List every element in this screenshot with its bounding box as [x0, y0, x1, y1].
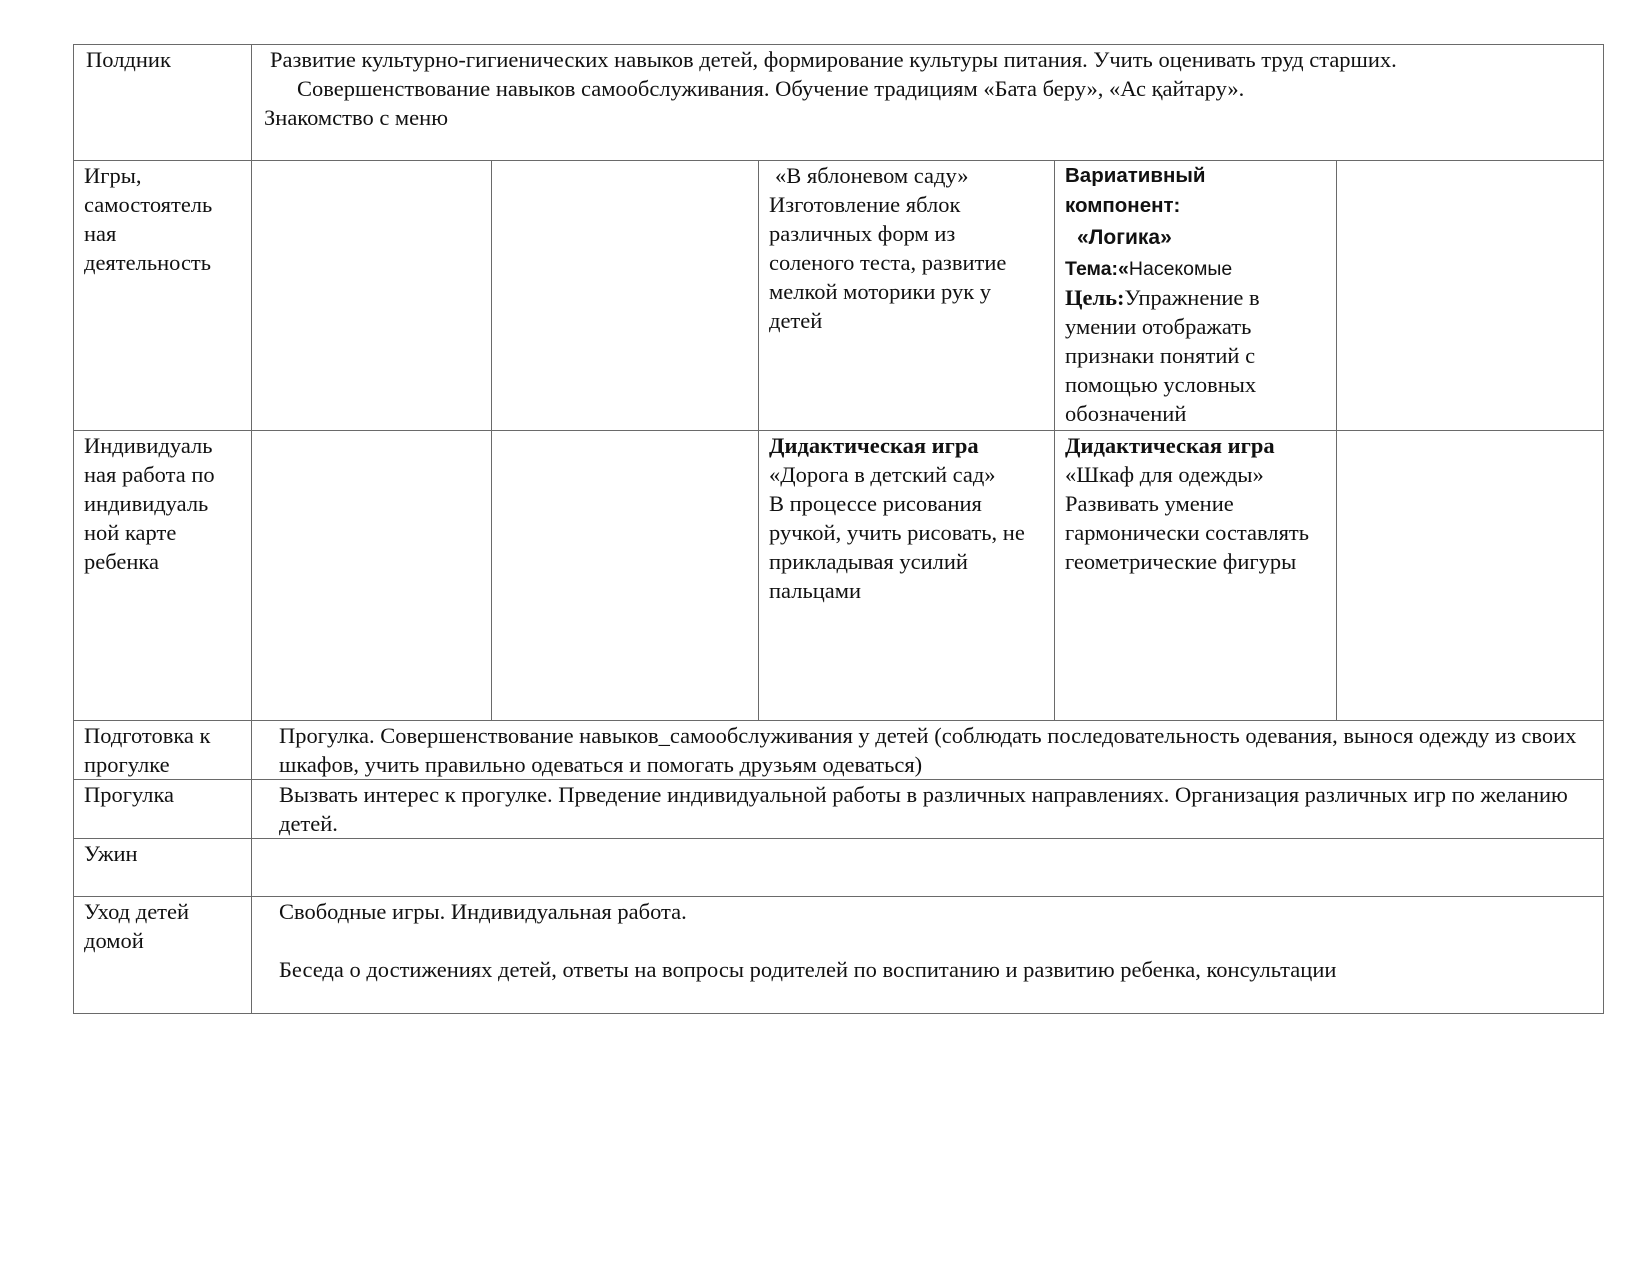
row-label	[74, 161, 252, 431]
cell-title: Дидактическая игра	[1065, 433, 1275, 458]
row-label	[74, 839, 252, 897]
empty-cell	[492, 161, 759, 431]
row-home	[74, 897, 1604, 1014]
goal-label: Цель:	[1065, 285, 1125, 310]
row-prep	[74, 721, 1604, 780]
cell-text: Прогулка. Совершенствование навыков_самообслуживания у детей (соблюдать последовательность одевания, вынося одежду из своих шкафов, учить правильно одеваться и помогать друзьям одеваться)	[279, 723, 1577, 777]
content-cell	[252, 45, 1604, 161]
cell-title: Дидактическая игра	[769, 433, 979, 458]
row-label-text: Уход детей домой	[84, 899, 190, 953]
content-cell	[252, 721, 1604, 780]
cell-game-name: «Шкаф для одежды»	[1065, 462, 1264, 487]
cell-text: Совершенствование навыков самообслуживания. Обучение традициям «Бата беру», «Ас қайтару».	[297, 76, 1245, 101]
row-label	[74, 431, 252, 721]
row-games	[74, 161, 1604, 431]
empty-cell	[252, 431, 492, 721]
row-label-text: Прогулка	[84, 782, 175, 807]
topic-label: Тема:«	[1065, 258, 1129, 280]
row-individual	[74, 431, 1604, 721]
content-cell	[252, 839, 1604, 897]
cell-text: Свободные игры. Индивидуальная работа.	[279, 899, 687, 924]
content-cell	[252, 897, 1604, 1014]
row-label	[74, 45, 252, 161]
content-cell	[252, 780, 1604, 839]
row-dinner	[74, 839, 1604, 897]
content-cell	[759, 161, 1055, 431]
row-label-text: Индивидуаль ная работа по индивидуаль ной карте ребенка	[84, 433, 215, 574]
cell-heading: Вариативный компонент:	[1065, 164, 1206, 217]
cell-text: Развивать умение гармонически составлять геометрические фигуры	[1065, 491, 1310, 574]
cell-game-name: «Дорога в детский сад»	[769, 462, 996, 487]
row-label	[74, 780, 252, 839]
content-cell	[759, 431, 1055, 721]
row-label	[74, 721, 252, 780]
cell-text: Знакомство с меню	[264, 105, 448, 130]
row-poldnik	[74, 45, 1604, 161]
row-label-text: Игры, самостоятель ная деятельность	[84, 163, 213, 275]
cell-title: «В яблоневом саду»	[775, 163, 969, 188]
daily-plan-table	[73, 44, 1604, 1014]
row-label-text: Ужин	[84, 841, 138, 866]
document-page	[73, 44, 1603, 1014]
empty-cell	[492, 431, 759, 721]
topic-value: Насекомые	[1128, 258, 1233, 280]
empty-cell	[1337, 161, 1604, 431]
cell-text: Развитие культурно-гигиенических навыков детей, формирование культуры питания. Учить оценивать труд старших.	[270, 47, 1397, 72]
content-cell	[1055, 431, 1337, 721]
empty-cell	[1337, 431, 1604, 721]
cell-subheading: «Логика»	[1077, 226, 1172, 249]
row-label-text: Полдник	[86, 47, 171, 72]
cell-text: Беседа о достижениях детей, ответы на вопросы родителей по воспитанию и развитию ребенка, консультации	[279, 957, 1337, 982]
empty-cell	[252, 161, 492, 431]
cell-text: Изготовление яблок различных форм из соленого теста, развитие мелкой моторики рук у детей	[769, 192, 1007, 333]
row-label-text: Подготовка к прогулке	[84, 723, 211, 777]
goal-text: Упражнение в умении отображать признаки понятий с помощью условных обозначений	[1065, 285, 1260, 426]
row-label	[74, 897, 252, 1014]
content-cell	[1055, 161, 1337, 431]
row-walk	[74, 780, 1604, 839]
cell-text: Вызвать интерес к прогулке. Прведение индивидуальной работы в различных направлениях. Организация различных игр по желанию детей.	[279, 782, 1568, 836]
cell-text: В процессе рисования ручкой, учить рисовать, не прикладывая усилий пальцами	[769, 491, 1025, 603]
